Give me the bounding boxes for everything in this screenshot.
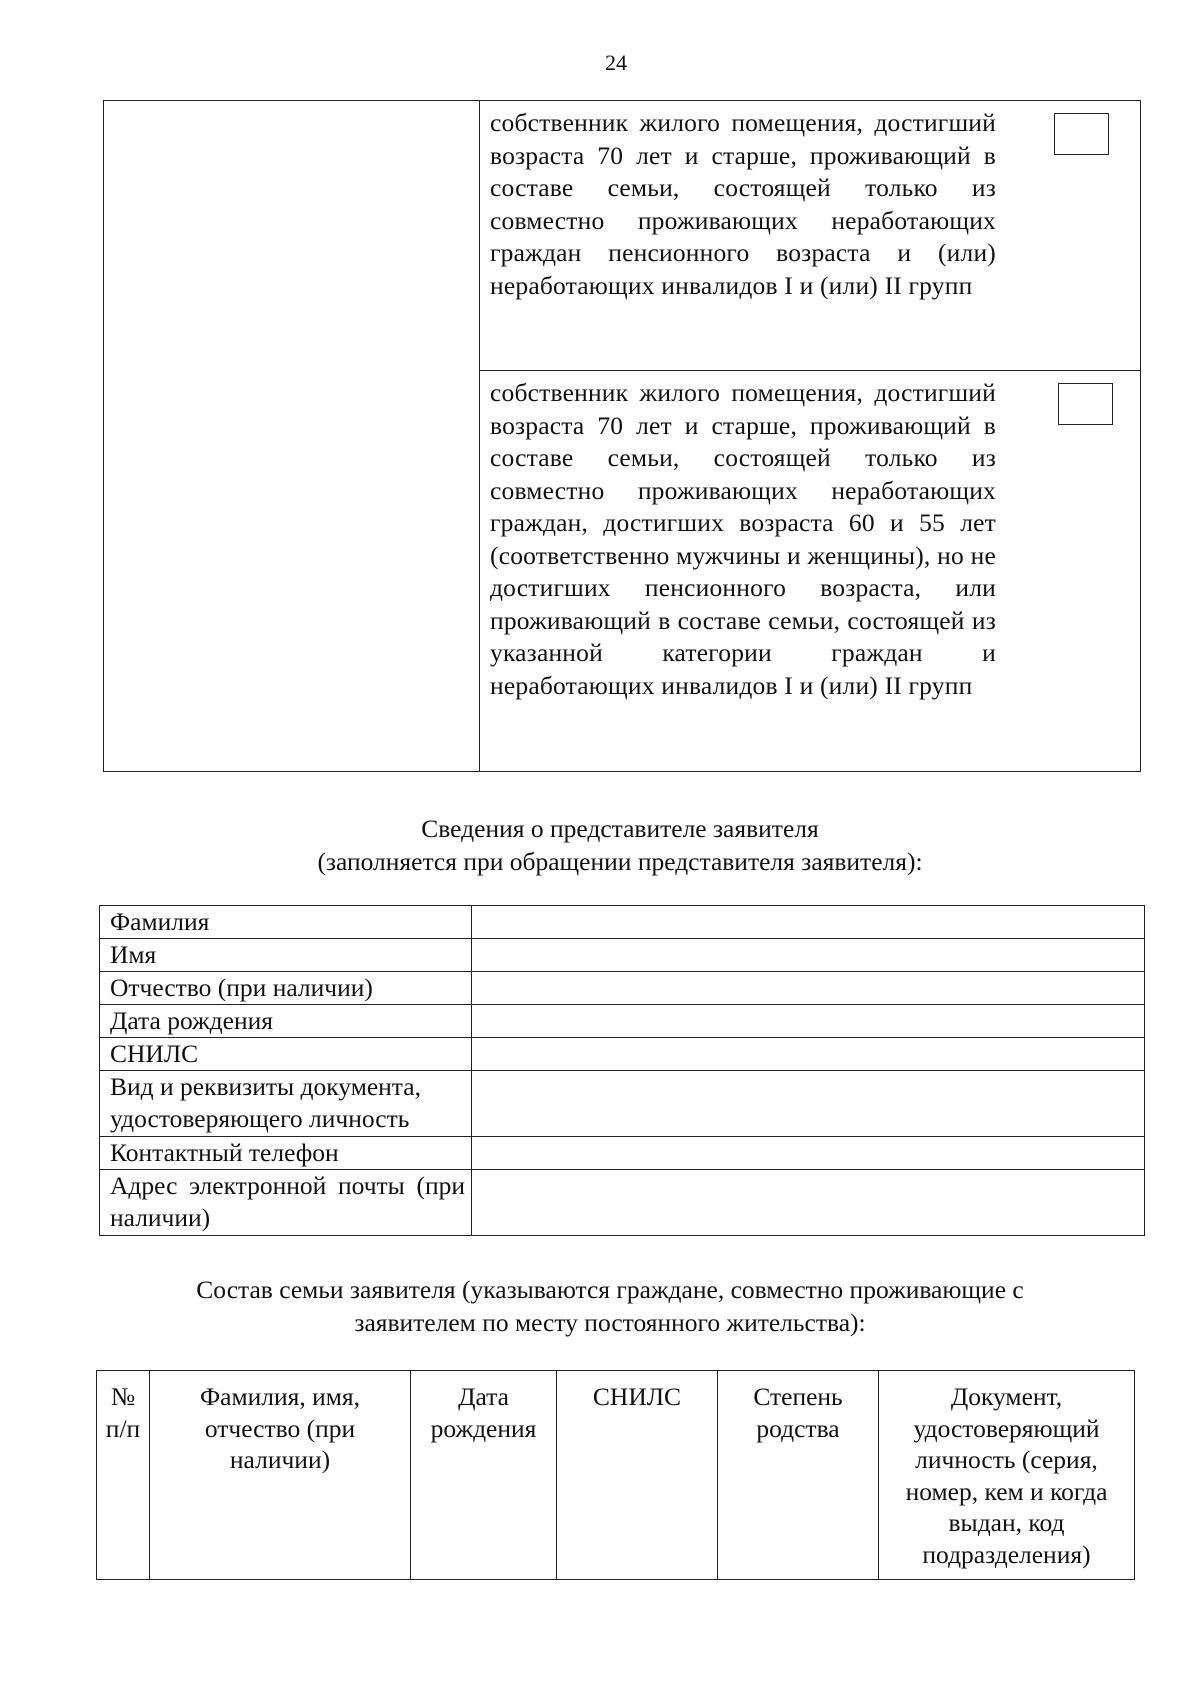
field-label-identity-document: Вид и реквизиты документа, удостоверяющего личность <box>100 1071 472 1137</box>
family-table <box>96 1370 1135 1580</box>
category-checkbox-2[interactable] <box>1058 383 1113 425</box>
field-label-email: Адрес электронной почты (при наличии) <box>100 1170 472 1236</box>
category-checkbox-1[interactable] <box>1054 113 1109 155</box>
form-row <box>100 1137 1145 1170</box>
column-header-snils: СНИЛС <box>557 1371 718 1580</box>
family-header-row <box>97 1371 1135 1580</box>
form-row <box>100 972 1145 1005</box>
field-label-snils: СНИЛС <box>100 1038 472 1071</box>
column-header-identity-document: Документ, удостоверяющий личность (серия, номер, кем и когда выдан, код подразделения) <box>879 1371 1135 1580</box>
category-text-cell <box>480 371 1001 772</box>
field-label-birth-date: Дата рождения <box>100 1005 472 1038</box>
column-header-full-name: Фамилия, имя, отчество (при наличии) <box>150 1371 411 1580</box>
field-value-phone[interactable] <box>472 1137 1145 1170</box>
heading-line: Сведения о представителе заявителя <box>421 814 819 843</box>
representative-table <box>99 905 1145 1236</box>
form-row <box>100 1170 1145 1236</box>
page-number: 24 <box>605 50 627 75</box>
field-value-snils[interactable] <box>472 1038 1145 1071</box>
representative-heading <box>0 812 1200 878</box>
category-text: собственник жилого помещения, достигший возраста 70 лет и старше, проживающий в составе семьи, состоящей только из совместно проживающих неработающих граждан, достигших возраста 60 и 55 лет (соответственно мужчины и женщины), но не достигших пенсионного возраста, или проживающий в составе семьи, состоящей из указанной категории граждан и неработающих инвалидов I и (или) II групп <box>490 378 996 700</box>
form-row <box>100 939 1145 972</box>
form-row <box>100 1005 1145 1038</box>
field-label-patronymic: Отчество (при наличии) <box>100 972 472 1005</box>
heading-line: заявителем по месту постоянного жительства): <box>354 1308 866 1337</box>
form-row <box>100 1071 1145 1137</box>
heading-line: (заполняется при обращении представителя заявителя): <box>317 847 923 876</box>
family-heading <box>0 1273 1200 1339</box>
column-header-relationship: Степень родства <box>718 1371 879 1580</box>
heading-line: Состав семьи заявителя (указываются граждане, совместно проживающие с <box>196 1275 1024 1304</box>
field-value-surname[interactable] <box>472 906 1145 939</box>
field-value-identity-document[interactable] <box>472 1071 1145 1137</box>
field-value-birth-date[interactable] <box>472 1005 1145 1038</box>
column-header-birth-date: Дата рождения <box>411 1371 557 1580</box>
field-value-name[interactable] <box>472 939 1145 972</box>
column-header-number: № п/п <box>97 1371 150 1580</box>
field-label-phone: Контактный телефон <box>100 1137 472 1170</box>
category-text-cell <box>480 101 1001 371</box>
checkbox-cell <box>1000 101 1141 371</box>
field-value-patronymic[interactable] <box>472 972 1145 1005</box>
form-row <box>100 1038 1145 1071</box>
category-text: собственник жилого помещения, достигший возраста 70 лет и старше, проживающий в составе семьи, состоящей только из совместно проживающих неработающих граждан пенсионного возраста и (или) неработающих инвалидов I и (или) II групп <box>490 108 996 300</box>
beneficiary-category-table <box>103 100 1141 772</box>
field-label-surname: Фамилия <box>100 906 472 939</box>
form-row <box>100 906 1145 939</box>
category-row <box>104 101 1141 371</box>
field-value-email[interactable] <box>472 1170 1145 1236</box>
checkbox-cell <box>1000 371 1141 772</box>
empty-cell <box>104 101 480 772</box>
field-label-name: Имя <box>100 939 472 972</box>
